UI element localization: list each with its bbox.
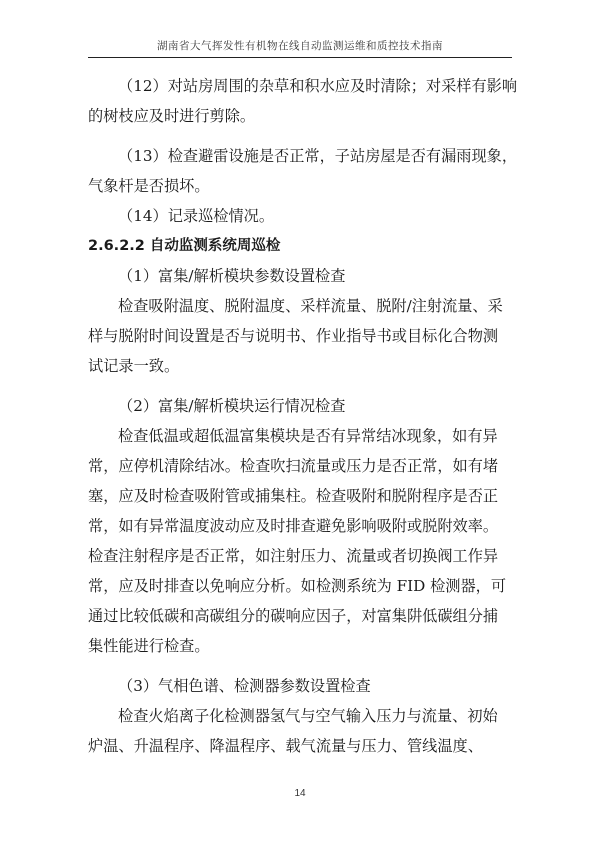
paragraph-2-line-3: 塞，应及时检查吸附管或捕集柱。检查吸附和脱附程序是否正 [88,487,499,505]
paragraph-2-line-2: 常，应停机清除结冰。检查吹扫流量或压力是否正常，如有堵 [88,457,499,475]
paragraph-item-14: （14）记录巡检情况。 [118,207,275,225]
paragraph-1-line-1: 检查吸附温度、脱附温度、采样流量、脱附/注射流量、采 [118,297,503,315]
running-header: 湖南省大气挥发性有机物在线自动监测运维和质控技术指南 [157,40,443,52]
paragraph-item-12-line-2: 的树枝应及时进行剪除。 [88,107,256,125]
subsection-2-title: （2）富集/解析模块运行情况检查 [118,397,346,415]
header-divider [88,57,512,58]
paragraph-1-line-3: 试记录一致。 [88,357,180,375]
paragraph-3-line-2: 炉温、升温程序、降温程序、载气流量与压力、管线温度、 [88,737,483,755]
section-heading-2-6-2-2: 2.6.2.2 自动监测系统周巡检 [88,238,281,254]
subsection-1-title: （1）富集/解析模块参数设置检查 [118,267,346,285]
paragraph-3-line-1: 检查火焰离子化检测器氢气与空气输入压力与流量、初始 [118,707,498,725]
paragraph-1-line-2: 样与脱附时间设置是否与说明书、作业指导书或目标化合物测 [88,327,499,345]
paragraph-item-13-line-2: 气象杆是否损坏。 [88,177,210,195]
paragraph-2-line-4: 常，如有异常温度波动应及时排查避免影响吸附或脱附效率。 [88,517,499,535]
paragraph-item-12-line-1: （12）对站房周围的杂草和积水应及时清除；对采样有影响 [118,77,518,95]
page-number: 14 [294,788,306,799]
paragraph-2-line-7: 通过比较低碳和高碳组分的碳响应因子，对富集阱低碳组分捕 [88,607,499,625]
paragraph-item-13-line-1: （13）检查避雷设施是否正常，子站房屋是否有漏雨现象， [118,147,518,165]
subsection-3-title: （3）气相色谱、检测器参数设置检查 [118,677,371,695]
paragraph-2-line-1: 检查低温或超低温富集模块是否有异常结冰现象，如有异 [118,427,498,445]
paragraph-2-line-5: 检查注射程序是否正常，如注射压力、流量或者切换阀工作异 [88,547,499,565]
paragraph-2-line-6: 常，应及时排查以免响应分析。如检测系统为 FID 检测器，可 [88,577,507,595]
paragraph-2-line-8: 集性能进行检查。 [88,637,210,655]
